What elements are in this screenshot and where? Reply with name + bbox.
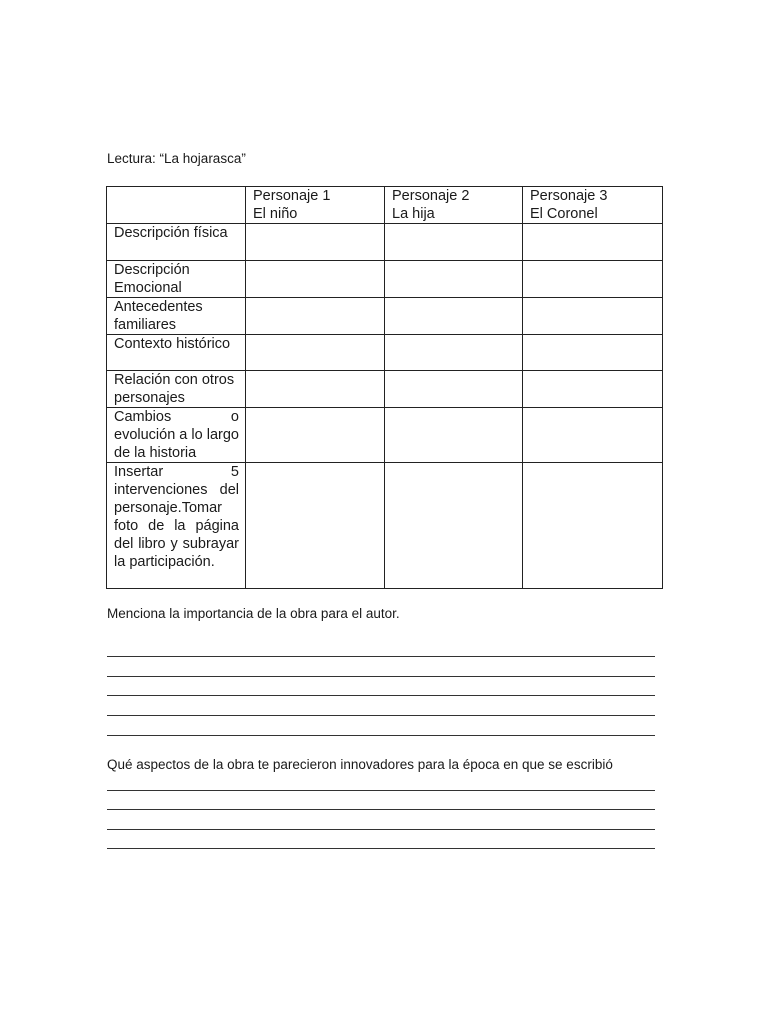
row-label-cell: Cambios o evolución a lo largo de la historia <box>107 408 246 463</box>
document-title: Lectura: “La hojarasca” <box>107 151 246 166</box>
answer-cell[interactable] <box>523 298 663 335</box>
answer-line[interactable] <box>107 809 655 810</box>
answer-cell[interactable] <box>246 408 385 463</box>
header-character-name: El niño <box>253 206 298 222</box>
table-header-row <box>107 187 663 224</box>
answer-cell[interactable] <box>385 261 523 298</box>
row-label-cell: Descripción Emocional <box>107 261 246 298</box>
character-table <box>106 186 663 589</box>
answer-cell[interactable] <box>246 335 385 371</box>
table-row <box>107 224 663 261</box>
answer-cell[interactable] <box>523 335 663 371</box>
header-personaje-3 <box>523 187 663 224</box>
answer-cell[interactable] <box>523 408 663 463</box>
header-character-name: El Coronel <box>530 206 598 222</box>
table-row <box>107 261 663 298</box>
table-row <box>107 408 663 463</box>
answer-cell[interactable] <box>385 298 523 335</box>
answer-line[interactable] <box>107 848 655 849</box>
answer-cell[interactable] <box>385 335 523 371</box>
answer-line[interactable] <box>107 790 655 791</box>
answer-cell[interactable] <box>385 463 523 589</box>
answer-line[interactable] <box>107 695 655 696</box>
answer-cell[interactable] <box>523 371 663 408</box>
row-label-cell: Relación con otros personajes <box>107 371 246 408</box>
question-2: Qué aspectos de la obra te parecieron innovadores para la época en que se escribió <box>107 757 613 772</box>
header-personaje-1 <box>246 187 385 224</box>
answer-cell[interactable] <box>246 261 385 298</box>
answer-cell[interactable] <box>523 224 663 261</box>
header-label: Personaje 3 <box>530 188 608 204</box>
answer-cell[interactable] <box>523 463 663 589</box>
answer-cell[interactable] <box>246 224 385 261</box>
header-label: Personaje 1 <box>253 188 331 204</box>
answer-line[interactable] <box>107 715 655 716</box>
answer-line[interactable] <box>107 676 655 677</box>
question-1: Menciona la importancia de la obra para el autor. <box>107 606 400 621</box>
answer-line[interactable] <box>107 735 655 736</box>
table-row <box>107 371 663 408</box>
answer-cell[interactable] <box>385 408 523 463</box>
row-label-cell: Antecedentes familiares <box>107 298 246 335</box>
header-corner-cell <box>107 187 246 224</box>
row-label-cell: Contexto histórico <box>107 335 246 371</box>
answer-cell[interactable] <box>385 371 523 408</box>
row-label-cell: Insertar 5 intervenciones del personaje.Tomar foto de la página del libro y subrayar la participación. <box>107 463 246 589</box>
header-label: Personaje 2 <box>392 188 470 204</box>
table-row <box>107 463 663 589</box>
answer-cell[interactable] <box>246 463 385 589</box>
row-label-cell: Descripción física <box>107 224 246 261</box>
answer-cell[interactable] <box>523 261 663 298</box>
table-row <box>107 335 663 371</box>
answer-cell[interactable] <box>246 298 385 335</box>
table-row <box>107 298 663 335</box>
answer-cell[interactable] <box>246 371 385 408</box>
answer-line[interactable] <box>107 656 655 657</box>
header-character-name: La hija <box>392 206 435 222</box>
answer-cell[interactable] <box>385 224 523 261</box>
header-personaje-2 <box>385 187 523 224</box>
answer-line[interactable] <box>107 829 655 830</box>
